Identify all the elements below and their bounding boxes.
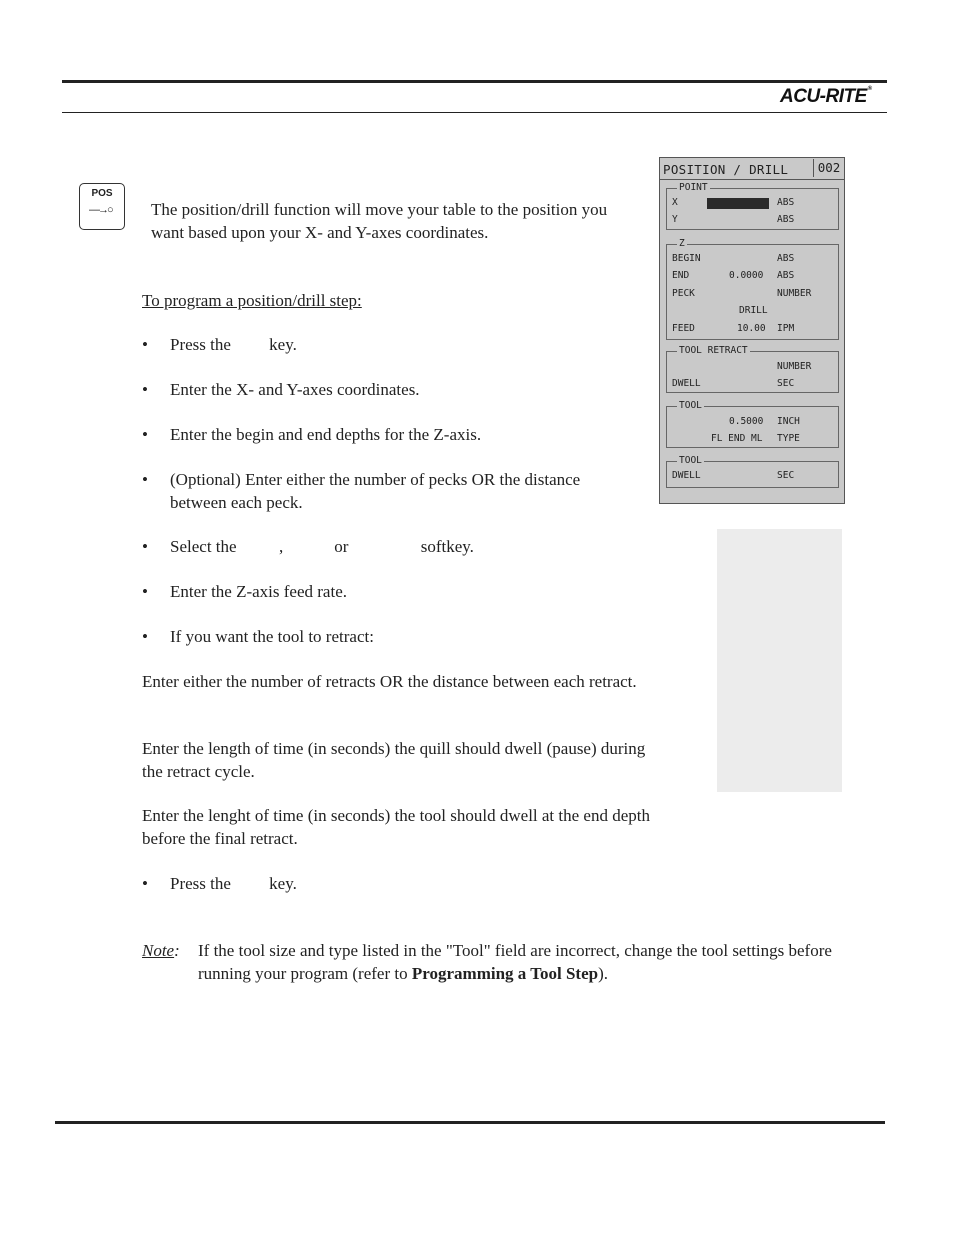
point-group-label: POINT — [679, 182, 708, 193]
x-label: X — [672, 197, 678, 208]
pos-key-label: POS — [91, 188, 113, 199]
end-value: 0.0000 — [729, 270, 764, 281]
brand-logo: ACU-RITE® — [780, 86, 872, 107]
step-2: Enter the X- and Y-axes coordinates. — [170, 380, 420, 399]
header-rule-bottom — [62, 112, 887, 113]
step-4: (Optional) Enter either the number of pecks OR the distance between each peck. — [170, 470, 581, 512]
paragraph-tool-dwell: Enter the lenght of time (in seconds) the tool should dwell at the end depth before the final retract. — [142, 806, 650, 848]
end-label: END — [672, 270, 690, 281]
x-value-field — [707, 198, 769, 209]
step-7: If you want the tool to retract: — [170, 627, 374, 646]
paragraph-quill-dwell: Enter the length of time (in seconds) the quill should dwell (pause) during the retract cycle. — [142, 739, 646, 781]
tool-retract-group — [666, 345, 839, 393]
step-1: Press the key. — [170, 335, 297, 354]
peck-label: PECK — [672, 288, 695, 299]
bullet-5: • — [142, 537, 148, 556]
tool-dwell-unit: SEC — [777, 470, 795, 481]
step-3: Enter the begin and end depths for the Z-axis. — [170, 425, 482, 444]
peck-mode: NUMBER — [777, 288, 812, 299]
bullet-3: • — [142, 425, 148, 444]
tool-dwell-group-label: TOOL — [679, 455, 702, 466]
dro-screen — [659, 157, 845, 504]
bullet-8: • — [142, 874, 148, 893]
footer-rule — [55, 1121, 885, 1124]
bullet-1: • — [142, 335, 148, 354]
tool-group-label: TOOL — [679, 400, 702, 411]
z-group-label: Z — [679, 238, 685, 249]
step-number: 002 — [813, 159, 844, 177]
screen-title-divider — [660, 179, 844, 180]
bullet-7: • — [142, 627, 148, 646]
tool-retract-label: TOOL RETRACT — [679, 345, 748, 356]
paragraph-retracts: Enter either the number of retracts OR the distance between each retract. — [142, 672, 637, 691]
retract-dwell-unit: SEC — [777, 378, 795, 389]
begin-mode: ABS — [777, 253, 795, 264]
retract-dwell-label: DWELL — [672, 378, 701, 389]
drill-label: DRILL — [739, 305, 768, 316]
retract-number: NUMBER — [777, 361, 812, 372]
note-text: If the tool size and type listed in the "Tool" field are incorrect, change the tool settings before running your program (refer to Programming a Tool Step). — [198, 941, 832, 983]
begin-label: BEGIN — [672, 253, 701, 264]
step-5: Select the , or softkey. — [170, 537, 474, 556]
bullet-4: • — [142, 470, 148, 489]
tool-group — [666, 400, 839, 448]
bullet-2: • — [142, 380, 148, 399]
point-group — [666, 182, 839, 230]
feed-label: FEED — [672, 323, 695, 334]
x-mode: ABS — [777, 197, 795, 208]
tool-type-label: TYPE — [777, 433, 800, 444]
step-final: Press the key. — [170, 874, 297, 893]
y-mode: ABS — [777, 214, 795, 225]
subheading: To program a position/drill step: — [142, 291, 362, 310]
tool-dwell-label: DWELL — [672, 470, 701, 481]
y-label: Y — [672, 214, 678, 225]
intro-text: The position/drill function will move your table to the position you want based upon your X- and Y-axes coordinates. — [151, 200, 608, 242]
screen-title: POSITION / DRILL — [663, 162, 789, 177]
note-label: Note: — [142, 941, 180, 960]
step-6: Enter the Z-axis feed rate. — [170, 582, 347, 601]
header-rule-top — [62, 80, 887, 83]
sidebar-panel — [717, 529, 842, 792]
end-mode: ABS — [777, 270, 795, 281]
feed-unit: IPM — [777, 323, 795, 334]
tool-dwell-group — [666, 455, 839, 488]
note-reference: Programming a Tool Step — [411, 963, 599, 983]
arrow-right-icon: —→○ — [89, 204, 112, 216]
tool-unit: INCH — [777, 416, 800, 427]
tool-type-value: FL END ML — [711, 433, 763, 444]
pos-key-icon — [79, 183, 125, 230]
tool-size: 0.5000 — [729, 416, 764, 427]
feed-value: 10.00 — [737, 323, 766, 334]
bullet-6: • — [142, 582, 148, 601]
z-group — [666, 238, 839, 340]
